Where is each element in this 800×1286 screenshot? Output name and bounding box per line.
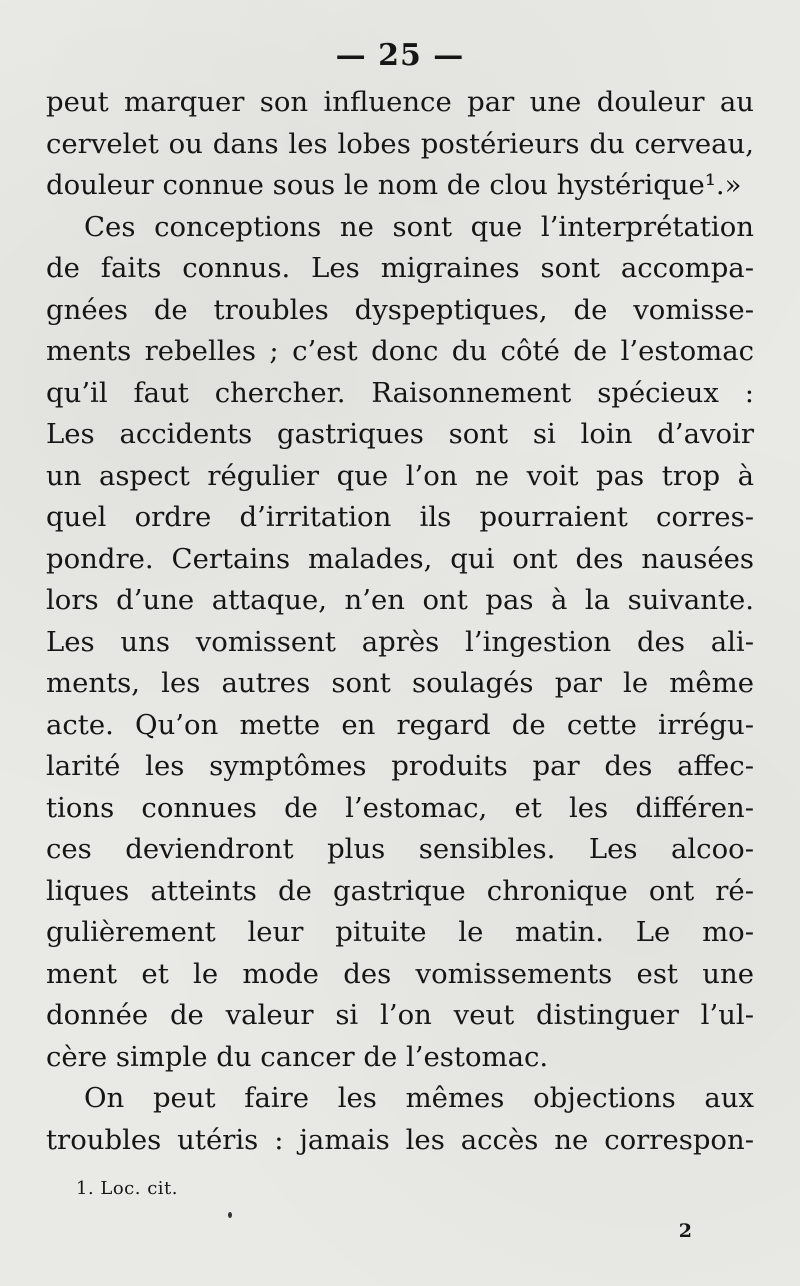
ink-speck bbox=[228, 1212, 232, 1218]
text-line: Les accidents gastriques sont si loin d’avoir bbox=[46, 418, 754, 450]
text-line: gulièrement leur pituite le matin. Le mo- bbox=[46, 916, 754, 948]
text-line: Les uns vomissent après l’ingestion des ali- bbox=[46, 625, 754, 658]
body-text bbox=[46, 82, 754, 1161]
page-number: — 25 — bbox=[335, 38, 465, 73]
text-line: pondre. Certains malades, qui ont des nausées bbox=[46, 542, 754, 575]
text-line: Ces conceptions ne sont que l’interprétation bbox=[84, 210, 754, 243]
text-line: douleur connue sous le nom de clou hystérique¹.» bbox=[46, 169, 742, 201]
text-line: un aspect régulier que l’on ne voit pas trop à bbox=[46, 459, 754, 492]
text-line: ces deviendront plus sensibles. Les alcoo- bbox=[46, 833, 754, 865]
text-line: ments rebelles ; c’est donc du côté de l’estomac bbox=[46, 335, 754, 367]
text-line: tions connues de l’estomac, et les différen- bbox=[46, 791, 754, 824]
text-line: ment et le mode des vomissements est une bbox=[46, 957, 754, 990]
text-line: cervelet ou dans les lobes postérieurs du cerveau, bbox=[46, 127, 754, 160]
text-line: acte. Qu’on mette en regard de cette irrégu- bbox=[46, 708, 754, 741]
text-line: liques atteints de gastrique chronique ont ré- bbox=[46, 874, 754, 907]
text-line: de faits connus. Les migraines sont accompa- bbox=[46, 252, 754, 284]
text-line: gnées de troubles dyspeptiques, de vomisse- bbox=[46, 293, 754, 326]
text-line: peut marquer son influence par une douleur au bbox=[46, 86, 754, 118]
text-line: larité les symptômes produits par des affec- bbox=[46, 750, 754, 782]
text-line: ments, les autres sont soulagés par le même bbox=[46, 667, 754, 699]
text-line: On peut faire les mêmes objections aux bbox=[84, 1082, 754, 1114]
text-line: quel ordre d’irritation ils pourraient corres- bbox=[46, 501, 754, 533]
text-line: troubles utéris : jamais les accès ne correspon- bbox=[46, 1123, 754, 1156]
text-line: lors d’une attaque, n’en ont pas à la suivante. bbox=[46, 584, 754, 616]
text-line: qu’il faut chercher. Raisonnement spécieux : bbox=[46, 376, 754, 409]
signature-mark: 2 bbox=[678, 1220, 692, 1242]
text-line: cère simple du cancer de l’estomac. bbox=[46, 1040, 549, 1073]
footnote: 1. Loc. cit. bbox=[76, 1178, 179, 1199]
text-line: donnée de valeur si l’on veut distinguer l’ul- bbox=[46, 999, 754, 1031]
